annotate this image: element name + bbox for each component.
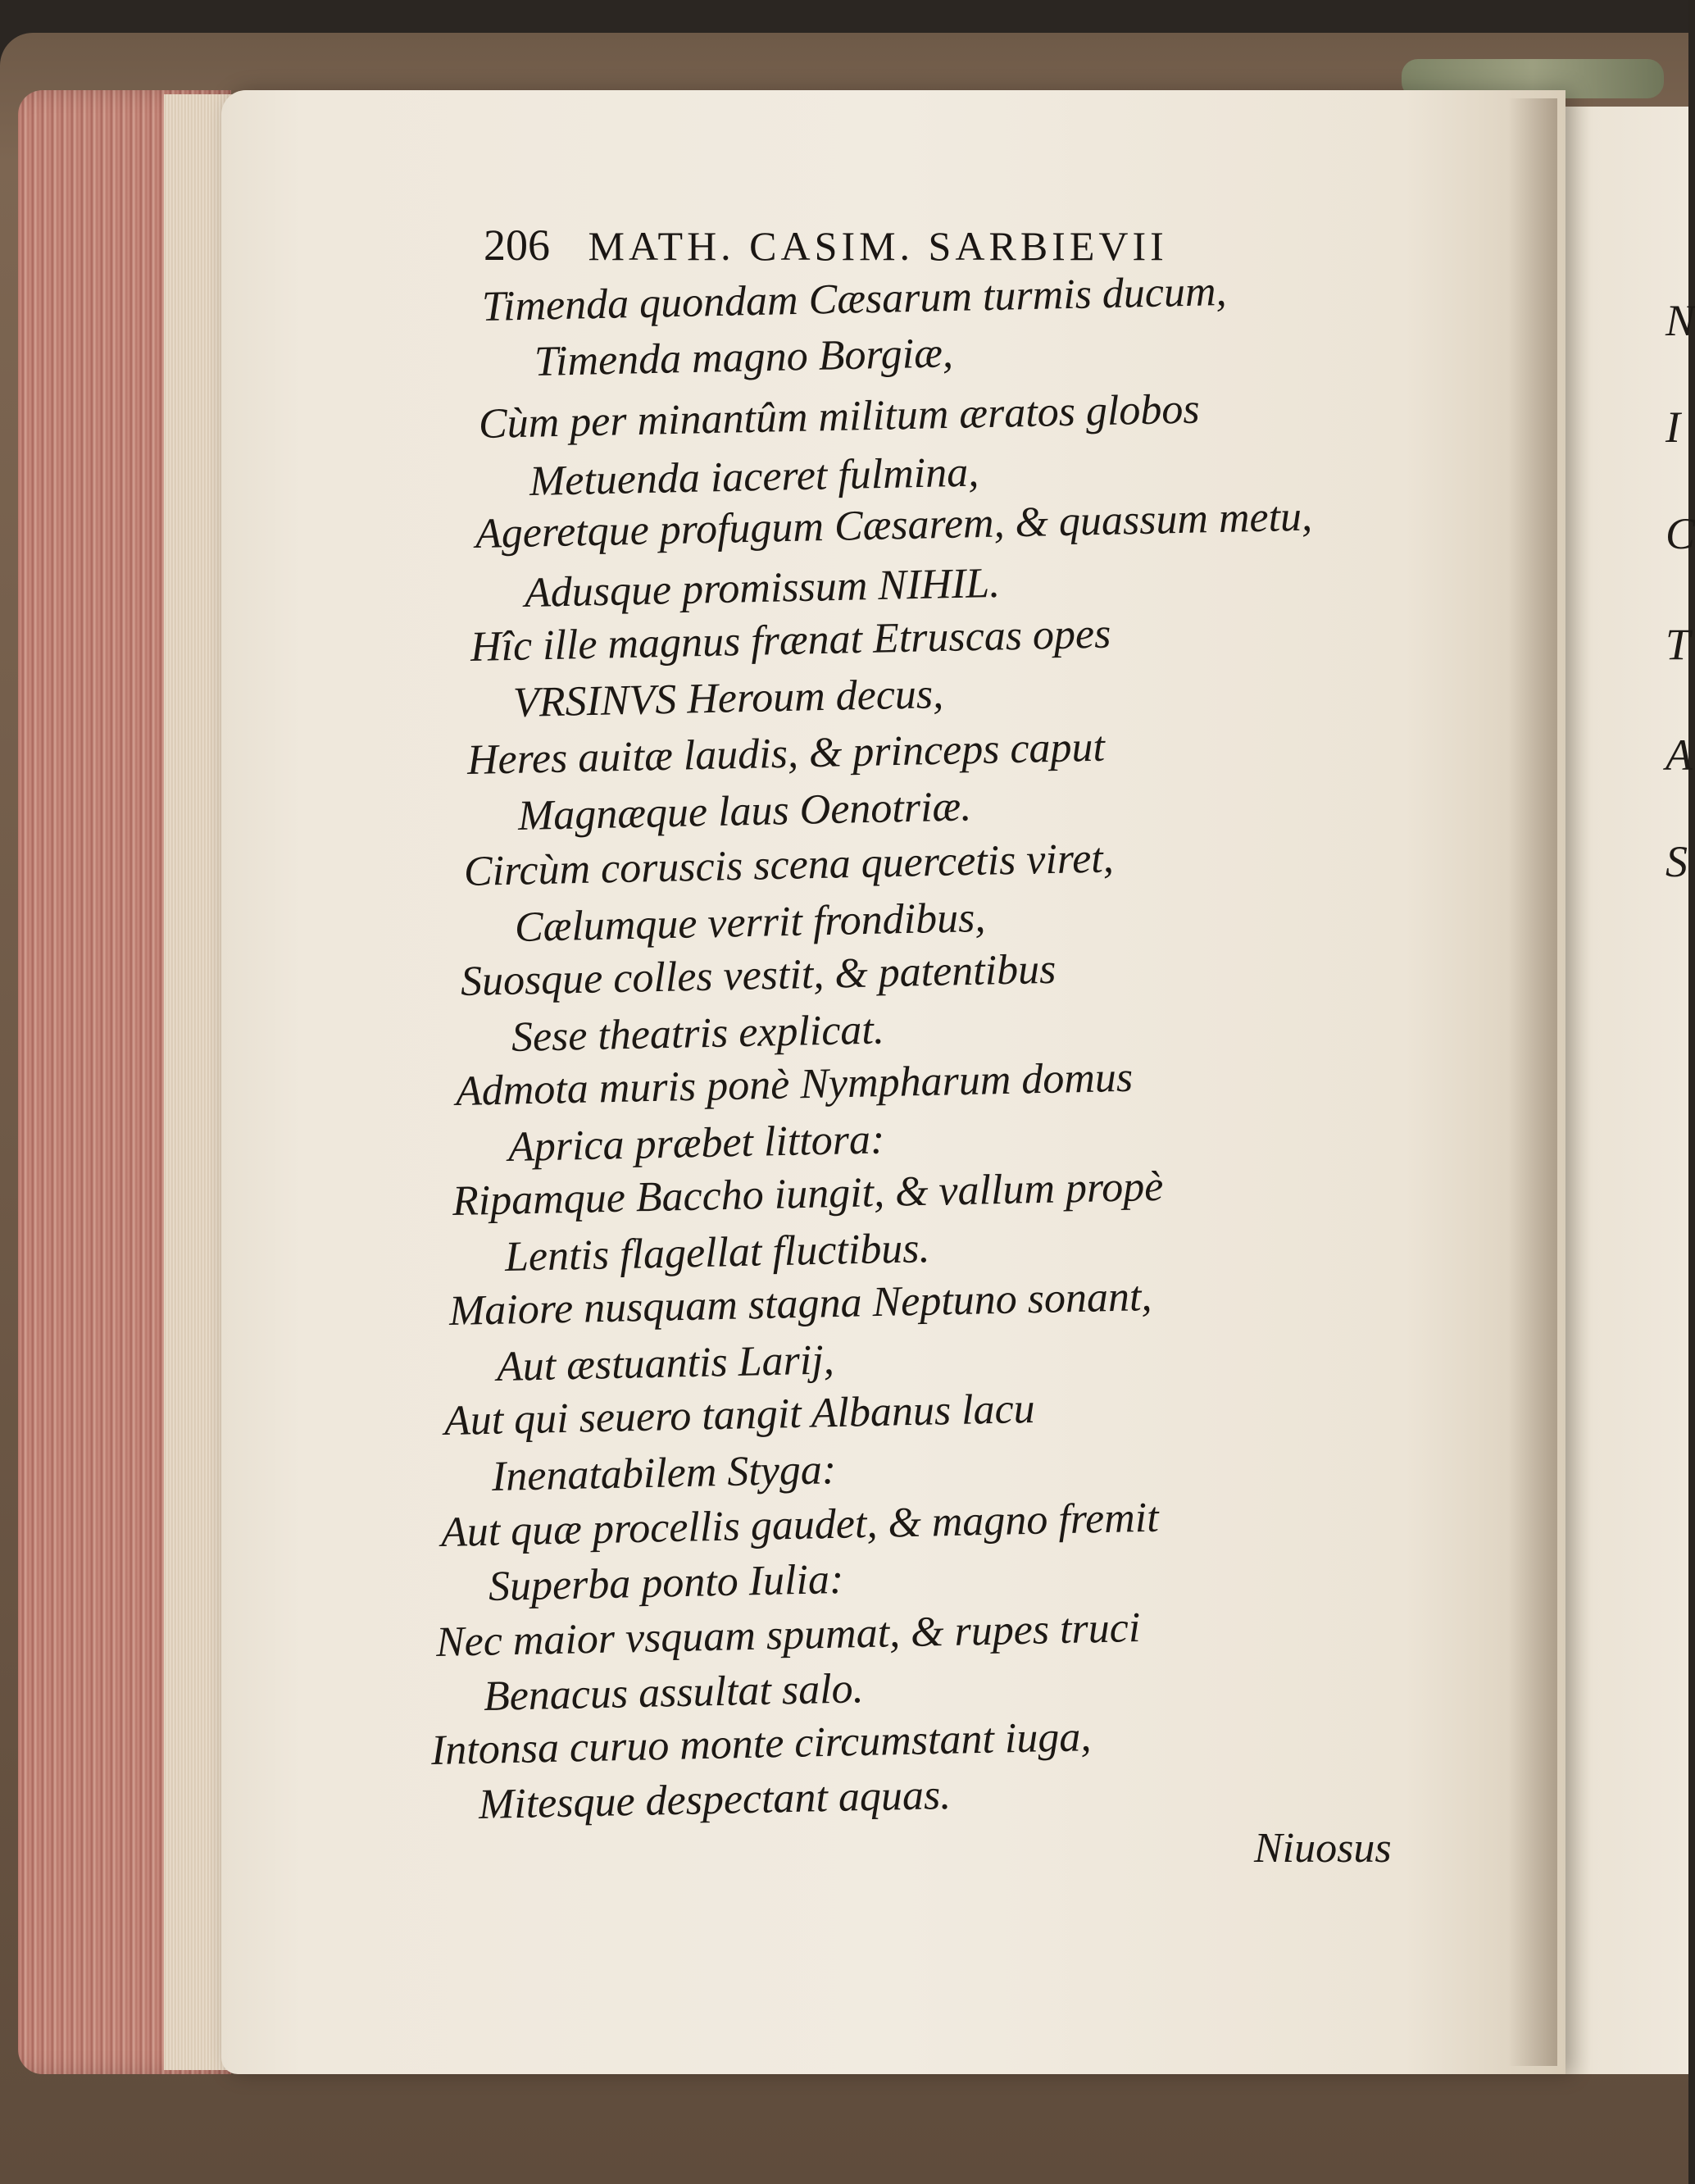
catchword: Niuosus [1254, 1825, 1392, 1872]
poem-line: Aprica præbet littora: [507, 1116, 885, 1171]
poem-line: Benacus assultat salo. [483, 1665, 865, 1720]
poem-line: Aut æstuantis Larij, [496, 1336, 835, 1390]
right-letter: I [1665, 403, 1680, 452]
poem-line: Adusque promissum NIHIL. [524, 559, 1001, 617]
poem-line: VRSINVS Heroum decus, [512, 671, 944, 726]
poem-line: Nec maior vsquam spumat, & rupes truci [435, 1604, 1141, 1666]
poem-line: Ripamque Baccho iungit, & vallum propè [452, 1163, 1164, 1225]
right-letter: C [1665, 509, 1695, 558]
poem-line: Ageretque profugum Cæsarem, & quassum metu, [475, 493, 1313, 557]
right-letter: A [1665, 730, 1693, 780]
page-number: 206 [484, 221, 550, 270]
poem-line: Cælumque verrit frondibus, [514, 894, 986, 951]
poem-line: Cùm per minantûm militum æratos globos [478, 385, 1201, 448]
poem-line: Maiore nusquam stagna Neptuno sonant, [448, 1273, 1152, 1335]
right-letter: N [1665, 296, 1695, 345]
poem-line: Aut quæ procellis gaudet, & magno fremit [440, 1494, 1160, 1556]
poem-line: Mitesque despectant aquas. [478, 1771, 952, 1828]
poem-line: Admota muris ponè Nympharum domus [455, 1053, 1134, 1115]
poem-line: Heres auitæ laudis, & princeps caput [466, 723, 1106, 784]
poem-line: Suosque colles vestit, & patentibus [460, 945, 1057, 1005]
poem-line: Timenda quondam Cæsarum turmis ducum, [481, 267, 1228, 330]
poem-line: Intonsa curuo monte circumstant iuga, [430, 1713, 1092, 1774]
poem-line: Metuenda iaceret fulmina, [529, 448, 979, 505]
running-title: MATH. CASIM. SARBIEVII [588, 223, 1168, 269]
right-letter: S [1665, 837, 1688, 886]
right-letter: T [1665, 620, 1691, 669]
poem-line: Aut qui seuero tangit Albanus lacu [443, 1385, 1036, 1445]
poem-line: Circùm coruscis scena quercetis viret, [463, 835, 1115, 895]
poem-line: Lentis flagellat fluctibus. [504, 1225, 931, 1281]
poem-line: Inenatabilem Styga: [491, 1446, 837, 1500]
poem-line: Sese theatris explicat. [511, 1006, 885, 1061]
poem-line: Timenda magno Borgiæ, [534, 330, 954, 385]
gutter-shadow [1508, 98, 1557, 2066]
poem-line: Magnæque laus Oenotriæ. [517, 783, 972, 839]
poem-line: Superba ponto Iulia: [488, 1555, 844, 1610]
poem-line: Hîc ille magnus frænat Etruscas opes [470, 610, 1111, 671]
